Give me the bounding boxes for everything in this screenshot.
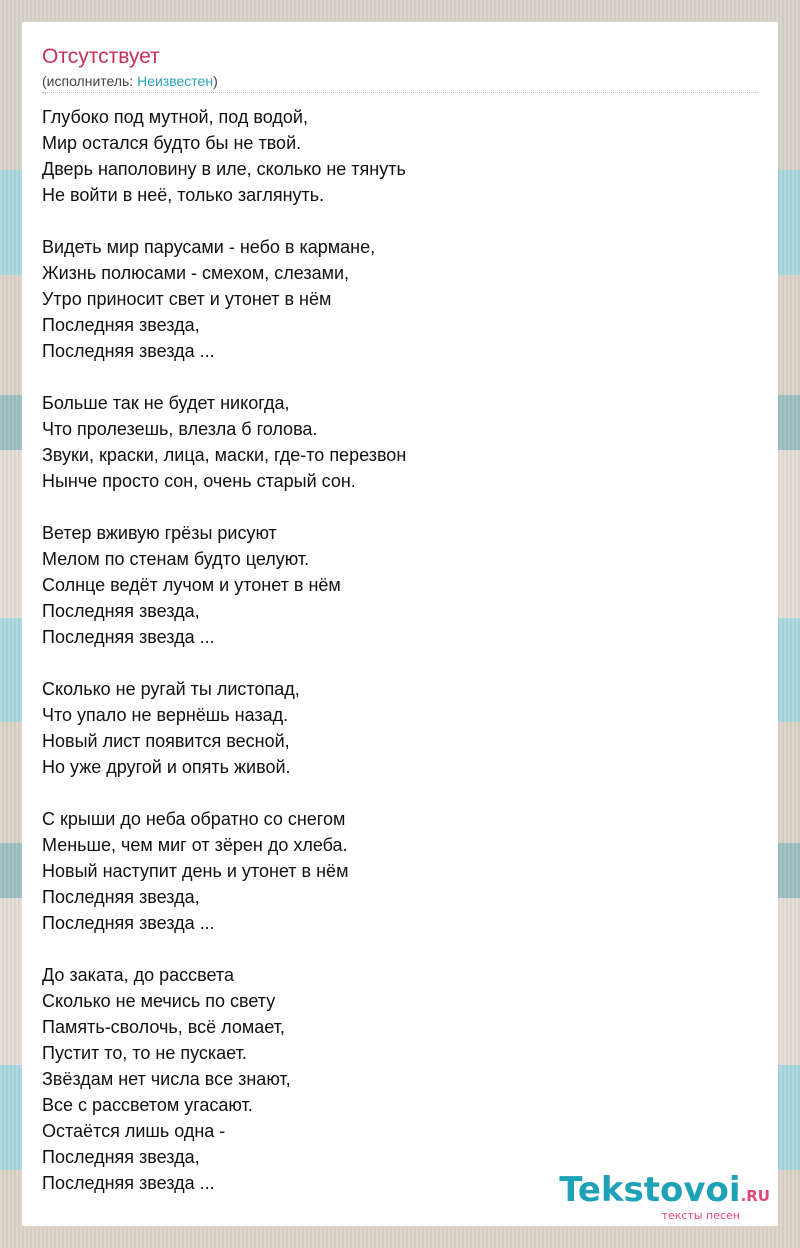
lyric-line: Звёздам нет числа все знают, <box>42 1069 291 1089</box>
lyric-line: Остаётся лишь одна - <box>42 1121 226 1141</box>
lyric-line: Последняя звезда, <box>42 1147 200 1167</box>
lyric-line: Меньше, чем миг от зёрен до хлеба. <box>42 835 348 855</box>
lyric-line: Нынче просто сон, очень старый сон. <box>42 471 356 491</box>
stanza-break <box>42 936 762 962</box>
lyric-line: Дверь наполовину в иле, сколько не тянуть <box>42 159 406 179</box>
lyric-line: Сколько не ругай ты листопад, <box>42 679 300 699</box>
stanza-break <box>42 780 762 806</box>
stanza-break <box>42 208 762 234</box>
lyric-line: Что пролезешь, влезла б голова. <box>42 419 318 439</box>
logo-name: Tekstovoi <box>559 1170 741 1210</box>
lyric-line: Не войти в неё, только заглянуть. <box>42 185 325 205</box>
stanza-break <box>42 364 762 390</box>
lyric-line: Что упало не вернёшь назад. <box>42 705 289 725</box>
lyric-line: Последняя звезда ... <box>42 341 215 361</box>
lyric-line: Утро приносит свет и утонет в нём <box>42 289 332 309</box>
lyric-line: Все с рассветом угасают. <box>42 1095 253 1115</box>
lyric-line: Последняя звезда ... <box>42 627 215 647</box>
lyric-line: Но уже другой и опять живой. <box>42 757 291 777</box>
artist-line <box>42 72 218 90</box>
lyric-line: Глубоко под мутной, под водой, <box>42 107 308 127</box>
lyric-line: Память-сволочь, всё ломает, <box>42 1017 285 1037</box>
lyric-line: Мир остался будто бы не твой. <box>42 133 302 153</box>
lyrics-text <box>42 104 762 1196</box>
lyric-line: С крыши до неба обратно со снегом <box>42 809 346 829</box>
lyric-line: Сколько не мечись по свету <box>42 991 276 1011</box>
artist-link[interactable]: Неизвестен <box>137 73 214 89</box>
lyric-line: До заката, до рассвета <box>42 965 234 985</box>
lyric-line: Видеть мир парусами - небо в кармане, <box>42 237 376 257</box>
stanza-break <box>42 650 762 676</box>
lyric-line: Солнце ведёт лучом и утонет в нём <box>42 575 341 595</box>
stanza-break <box>42 494 762 520</box>
site-logo[interactable] <box>559 1172 770 1222</box>
lyric-line: Последняя звезда, <box>42 887 200 907</box>
logo-tagline: тексты песен <box>661 1209 740 1222</box>
lyric-line: Последняя звезда ... <box>42 913 215 933</box>
logo-tld: .RU <box>740 1187 770 1205</box>
song-title: Отсутствует <box>42 45 160 68</box>
lyric-line: Последняя звезда ... <box>42 1173 215 1193</box>
lyrics-panel <box>22 22 778 1226</box>
lyric-line: Жизнь полюсами - смехом, слезами, <box>42 263 350 283</box>
lyric-line: Ветер вживую грёзы рисуют <box>42 523 277 543</box>
artist-suffix: ) <box>213 73 218 89</box>
lyric-line: Новый наступит день и утонет в нём <box>42 861 349 881</box>
lyric-line: Последняя звезда, <box>42 601 200 621</box>
lyric-line: Пустит то, то не пускает. <box>42 1043 247 1063</box>
lyric-line: Новый лист появится весной, <box>42 731 290 751</box>
lyric-line: Звуки, краски, лица, маски, где-то перезвон <box>42 445 407 465</box>
lyric-line: Мелом по стенам будто целуют. <box>42 549 310 569</box>
title-divider <box>42 92 758 93</box>
artist-prefix: (исполнитель: <box>42 73 138 89</box>
lyric-line: Больше так не будет никогда, <box>42 393 290 413</box>
lyric-line: Последняя звезда, <box>42 315 200 335</box>
